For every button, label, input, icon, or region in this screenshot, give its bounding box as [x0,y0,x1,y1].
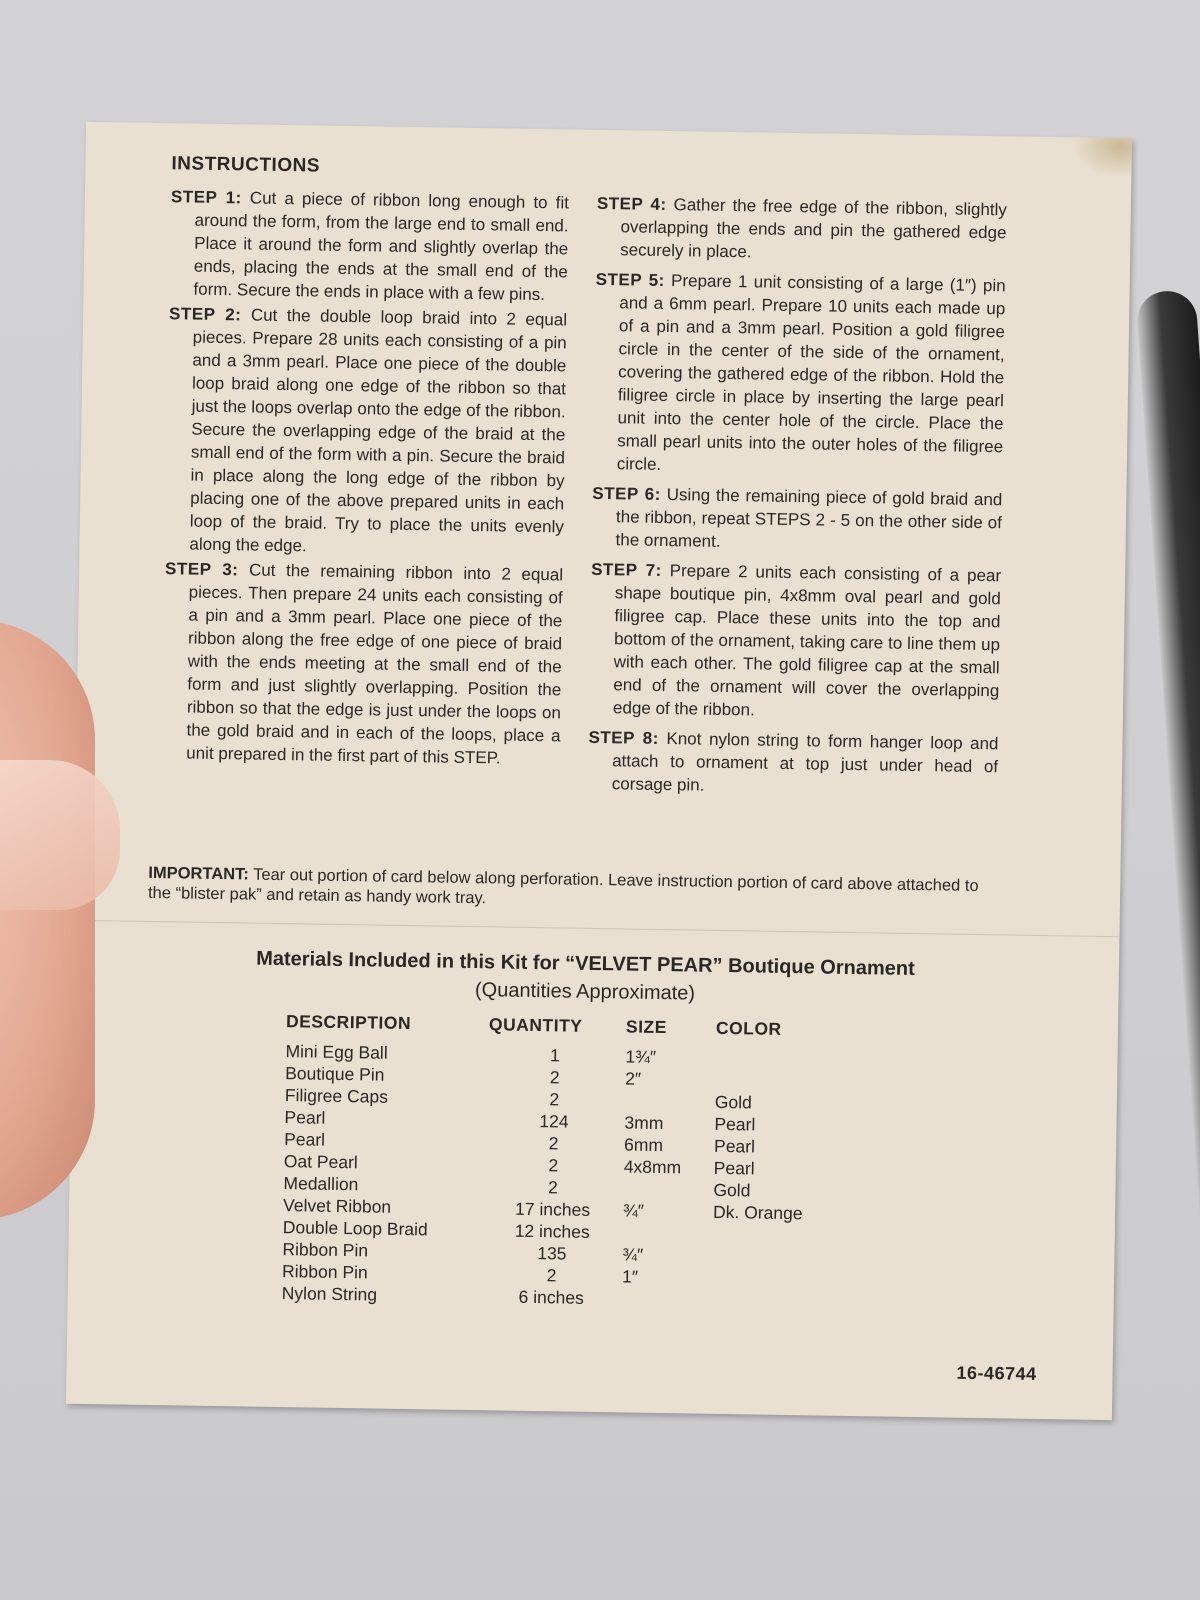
background-object [1135,289,1200,1291]
cell-description: Ribbon Pin [282,1239,369,1261]
cell-description: Pearl [284,1129,326,1150]
step-label: STEP 5: [595,269,665,290]
step-text: Prepare 1 unit consisting of a large (1″) pin and a 6mm pearl. Prepare 10 units each made up of a pin and a 3mm pearl. Position a gold filigree circle in the center of the side of the ornament, covering the gathered edge of the ribbon. Hold the filigree circle in place by inserting the large pearl unit into the center hole of the circle. Place the small pearl units into the outer holes of the filigree circle. [616,271,1006,474]
cell-size: 3mm [624,1112,664,1134]
cell-color: Gold [714,1091,752,1113]
cell-description: Nylon String [281,1283,378,1305]
cell-size [619,1221,713,1244]
cell-size: 1″ [621,1266,639,1287]
important-text: Tear out portion of card below along perforation. Leave instruction portion of card above attached to the “blister pak” and retain as handy work tray. [147,865,979,908]
cell-size: ¾″ [622,1244,644,1265]
step-label: STEP 2: [168,304,242,325]
product-code: 16-46744 [956,1362,1037,1384]
step-label: STEP 6: [592,483,662,504]
step-text: Knot nylon string to form hanger loop and attach to ornament at top just under head of corsage pin. [611,729,999,795]
cell-color [715,1069,835,1093]
step-paragraph [593,268,1006,481]
cell-description: Oat Pearl [283,1151,358,1173]
header-quantity: QUANTITY [488,1014,583,1036]
cell-size: 4x8mm [623,1156,682,1178]
cell-quantity: 1 [549,1045,561,1066]
important-note [148,863,985,916]
step-paragraph [165,302,567,561]
step-paragraph [162,557,563,770]
step-paragraph [591,482,1002,557]
header-color: COLOR [715,1017,782,1039]
cell-size: 2″ [625,1068,642,1089]
cell-size [619,1177,713,1200]
cell-color [713,1223,833,1247]
cell-quantity: 124 [539,1111,569,1132]
header-size: SIZE [625,1016,668,1038]
step-paragraph [589,558,1001,725]
cell-size: ¾″ [622,1200,645,1221]
cell-color: Pearl [714,1113,756,1135]
cell-color: Gold [713,1179,751,1201]
cell-description: Boutique Pin [285,1063,385,1085]
instructions-right-column [588,192,1007,801]
step-label: STEP 7: [591,559,662,580]
step-paragraph [596,192,1007,267]
cell-color [712,1267,832,1291]
cell-description: Double Loop Braid [282,1217,428,1240]
cell-quantity: 135 [537,1243,567,1264]
step-paragraph [588,726,999,801]
step-text: Cut the remaining ribbon into 2 equal pieces. Then prepare 24 units each consisting of a pin and a 3mm pearl. Place one piece of the ribbon along the free edge of one piece of braid with the ends meeting at the small end of the form and just slightly overlapping. Position the ribbon so that the edge is just under the loops on the gold braid and in each of the loops, place a unit prepared in the first part of this STEP. [186,560,564,768]
cell-description: Ribbon Pin [281,1261,368,1283]
cell-quantity: 2 [547,1177,558,1198]
cell-quantity: 17 inches [514,1198,591,1220]
cell-size: 6mm [623,1134,664,1156]
cell-size: 1¾″ [625,1046,657,1067]
cell-description: Medallion [283,1173,359,1195]
cell-color [712,1245,832,1269]
instruction-card [66,122,1132,1420]
cell-color: Dk. Orange [712,1201,803,1224]
card-stain [1071,137,1132,178]
step-text: Prepare 2 units each consisting of a pear shape boutique pin, 4x8mm oval pearl and gold filigree cap. Place these units into the top and bottom of the ornament, taking care to line them up with each other. The gold filigree cap at the small end of the ornament will cover the overlapping edge of the ribbon. [612,561,1002,720]
cell-description: Filigree Caps [284,1085,389,1107]
cell-size [618,1287,712,1310]
cell-color: Pearl [713,1135,756,1157]
cell-color [712,1289,832,1313]
step-text: Cut the double loop braid into 2 equal pieces. Prepare 28 units each consisting of a pin and a 3mm pearl. Place one piece of the double loop braid along one edge of the ribbon so that just the loops overlap onto the edge of the ribbon. Secure the overlapping edge of the braid at the small end of the form with a pin. Secure the braid in place along the long edge of the ribbon by placing one of the above prepared units in each loop of the braid. Try to place the units evenly along the edge. [189,305,568,556]
step-text: Using the remaining piece of gold braid and the ribbon, repeat STEPS 2 - 5 on the other side of the ornament. [615,485,1003,551]
thumb [0,620,95,1220]
cell-quantity: 2 [548,1133,559,1154]
step-label: STEP 4: [596,193,667,214]
instructions-left-column [162,185,569,770]
materials-table [282,1011,837,1313]
materials-title: Materials Included in this Kit for “VELVET PEAR” Boutique Ornament [256,947,915,980]
step-text: Cut a piece of ribbon long enough to fit around the form, from the large end to small end. Place it around the form and slightly overlap the ends, placing the ends at the small end of the form. Secure the ends in place with a few pins. [193,188,570,305]
cell-description: Velvet Ribbon [282,1195,392,1217]
materials-subtitle: (Quantities Approximate) [474,979,696,1005]
cell-quantity: 2 [546,1265,557,1286]
step-label: STEP 3: [164,559,239,580]
header-description: DESCRIPTION [285,1011,412,1034]
cell-quantity: 2 [549,1089,560,1110]
instructions-heading: INSTRUCTIONS [171,153,321,177]
cell-quantity: 2 [549,1067,560,1088]
cell-description: Mini Egg Ball [285,1041,388,1063]
cell-color [715,1047,835,1071]
cell-quantity: 2 [548,1155,559,1176]
cell-color: Pearl [713,1157,755,1179]
cell-size [621,1089,715,1112]
step-label: STEP 1: [170,187,242,208]
perforation-line [74,920,1120,937]
thumbnail [0,760,120,910]
cell-quantity: 6 inches [518,1286,584,1308]
cell-description: Pearl [284,1107,326,1128]
step-paragraph [169,185,569,306]
step-text: Gather the free edge of the ribbon, slightly overlapping the ends and pin the gathered edge securely in place. [620,195,1008,262]
cell-quantity: 12 inches [514,1220,590,1242]
step-label: STEP 8: [588,727,659,748]
important-label: IMPORTANT: [148,863,249,884]
